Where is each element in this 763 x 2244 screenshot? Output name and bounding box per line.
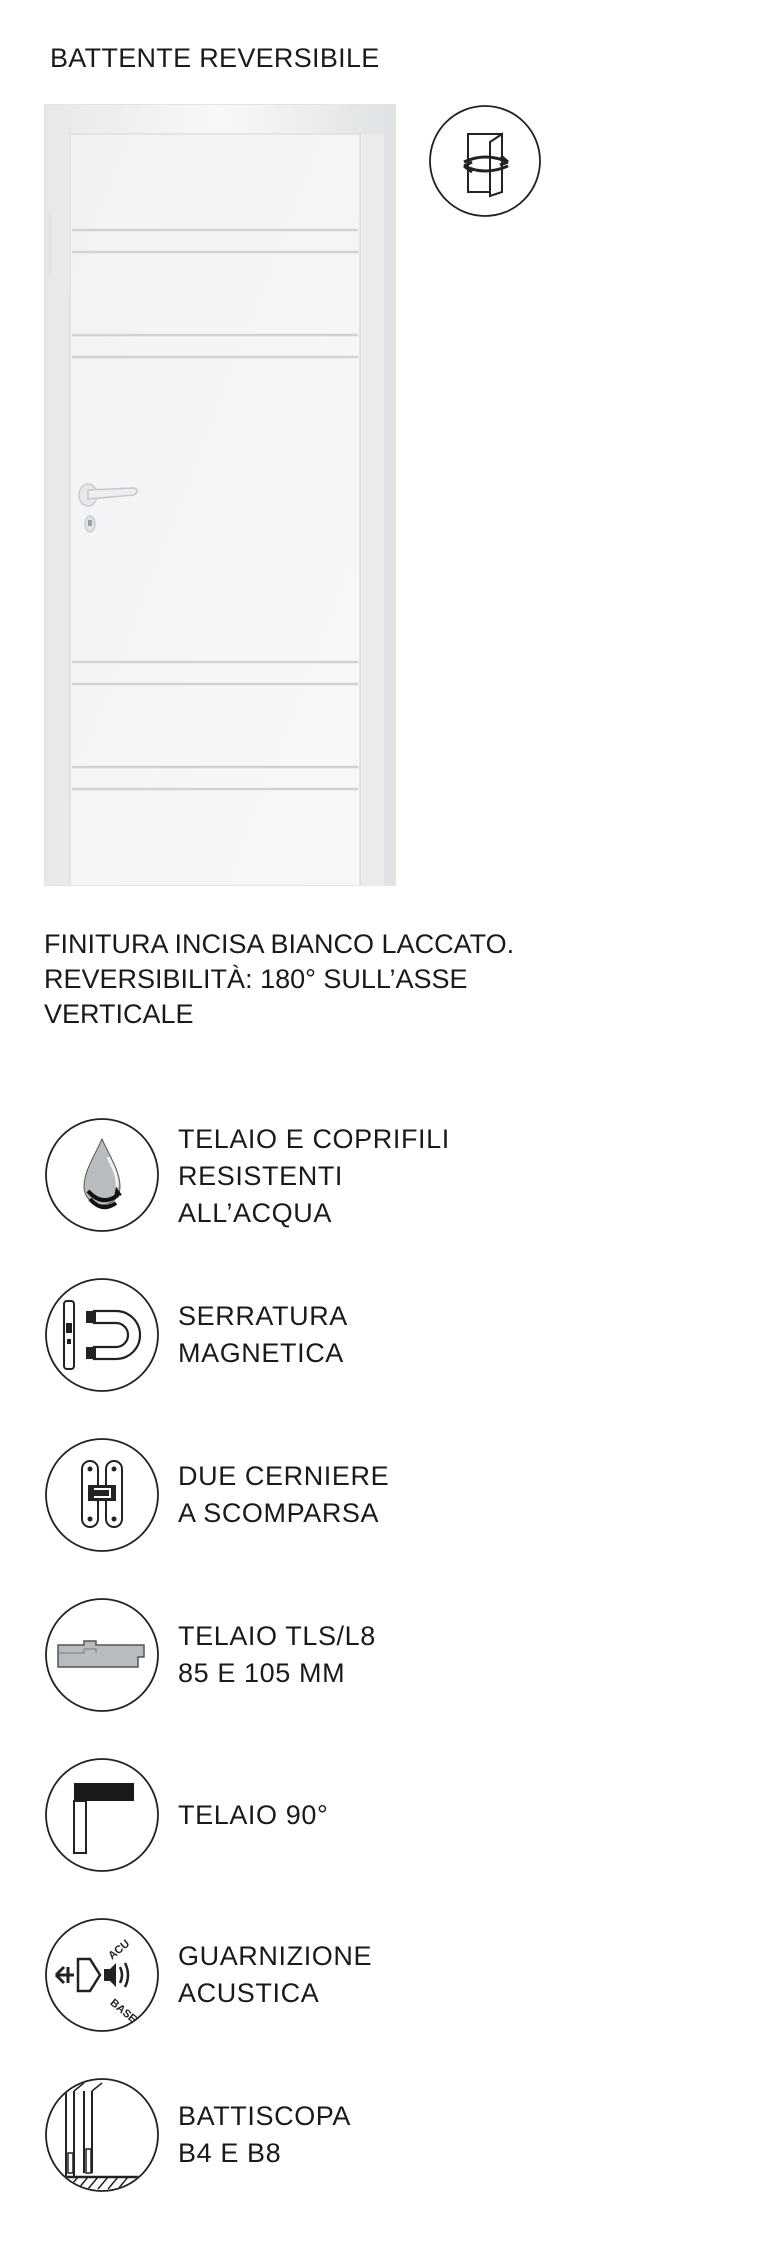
feature-acoustic-seal bbox=[44, 1917, 664, 2033]
page-title: BATTENTE REVERSIBILE bbox=[50, 43, 380, 73]
feature-hidden-hinges bbox=[44, 1437, 664, 1553]
feature-line: MAGNETICA bbox=[178, 1338, 344, 1368]
water-drop-icon bbox=[44, 1117, 160, 1233]
feature-text bbox=[178, 1938, 372, 2012]
feature-text bbox=[178, 1797, 328, 1834]
description-line: VERTICALE bbox=[44, 999, 194, 1029]
feature-text bbox=[178, 1121, 450, 1232]
feature-line: TELAIO 90° bbox=[178, 1800, 329, 1830]
feature-frame-90 bbox=[44, 1757, 664, 1873]
frame-90-icon bbox=[44, 1757, 160, 1873]
feature-line: RESISTENTI bbox=[178, 1161, 344, 1191]
hidden-hinge-icon bbox=[44, 1437, 160, 1553]
description-line: REVERSIBILITÀ: 180° SULL’ASSE bbox=[44, 964, 468, 994]
magnetic-lock-icon bbox=[44, 1277, 160, 1393]
feature-water-resistant bbox=[44, 1117, 664, 1233]
skirting-board-icon bbox=[44, 2077, 160, 2193]
feature-text bbox=[178, 1618, 376, 1692]
acu-label: ACU bbox=[106, 1937, 133, 1963]
frame-profile-icon bbox=[44, 1597, 160, 1713]
feature-line: TELAIO E COPRIFILI bbox=[178, 1124, 450, 1154]
feature-magnetic-lock bbox=[44, 1277, 664, 1393]
feature-line: SERRATURA bbox=[178, 1301, 348, 1331]
feature-line: B4 E B8 bbox=[178, 2138, 282, 2168]
feature-line: TELAIO TLS/L8 bbox=[178, 1621, 376, 1651]
feature-frame-tls bbox=[44, 1597, 664, 1713]
feature-line: 85 E 105 MM bbox=[178, 1658, 346, 1688]
feature-line: ALL’ACQUA bbox=[178, 1198, 332, 1228]
feature-line: ACUSTICA bbox=[178, 1978, 320, 2008]
description-line: FINITURA INCISA BIANCO LACCATO. bbox=[44, 929, 515, 959]
feature-line: BATTISCOPA bbox=[178, 2101, 352, 2131]
feature-text bbox=[178, 1458, 389, 1532]
feature-line: DUE CERNIERE bbox=[178, 1461, 390, 1491]
reversible-door-icon bbox=[428, 104, 542, 218]
product-description bbox=[44, 927, 604, 1032]
base-label: BASE bbox=[107, 1996, 139, 2026]
feature-text bbox=[178, 2098, 351, 2172]
acoustic-seal-icon bbox=[44, 1917, 160, 2033]
feature-line: A SCOMPARSA bbox=[178, 1498, 380, 1528]
door-image bbox=[44, 104, 396, 886]
feature-line: GUARNIZIONE bbox=[178, 1941, 373, 1971]
feature-skirting-board bbox=[44, 2077, 664, 2193]
feature-text bbox=[178, 1298, 348, 1372]
